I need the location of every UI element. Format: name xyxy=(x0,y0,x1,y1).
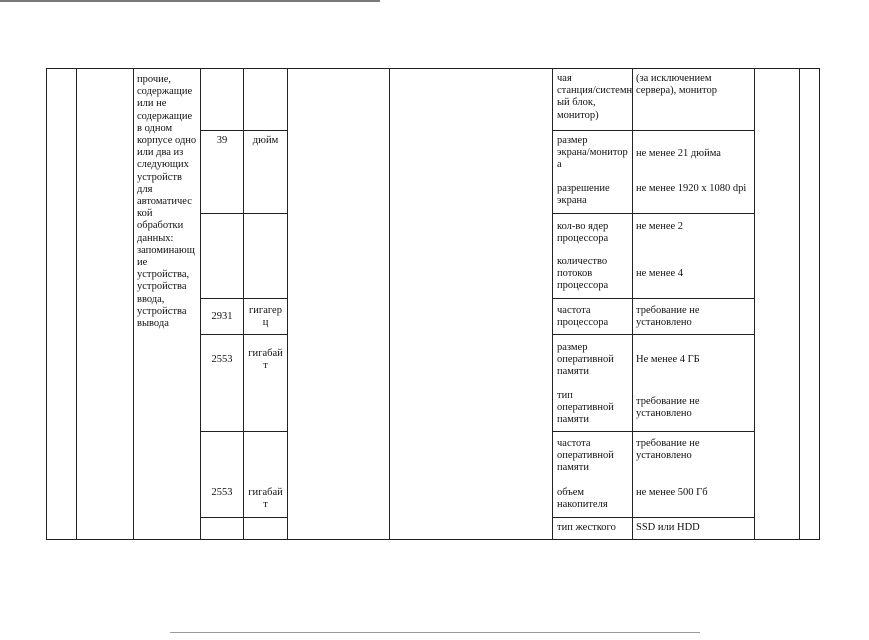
column-divider xyxy=(799,68,800,540)
value-cell: требование не установлено xyxy=(636,396,700,420)
row-divider xyxy=(200,431,287,432)
characteristic-cell: частота оперативной памяти xyxy=(557,438,614,474)
column-divider xyxy=(46,68,47,540)
specification-table xyxy=(46,68,820,540)
value-cell: не менее 500 Гб xyxy=(636,487,708,498)
row-divider xyxy=(552,334,754,335)
scan-artifact-top xyxy=(0,0,380,2)
unit-cell: гигабай т xyxy=(248,348,283,372)
row-divider xyxy=(200,130,287,131)
unit-cell: гигагер ц xyxy=(249,305,282,329)
value-cell: не менее 2 xyxy=(636,221,684,232)
value-cell: (за исключением сервера), монитор xyxy=(636,73,717,97)
unit-cell: дюйм xyxy=(252,135,279,146)
table-top-border xyxy=(46,68,820,69)
code-cell: 2553 xyxy=(211,354,233,365)
characteristic-cell: тип оперативной памяти xyxy=(557,390,614,426)
characteristic-cell: разрешение экрана xyxy=(557,183,610,207)
row-divider xyxy=(200,213,287,214)
value-cell: требование не установлено xyxy=(636,305,700,329)
column-divider xyxy=(819,68,820,540)
scan-artifact-bottom xyxy=(170,632,700,633)
column-divider xyxy=(552,68,553,540)
characteristic-cell: кол-во ядер процессора xyxy=(557,221,609,245)
code-cell: 39 xyxy=(216,135,228,146)
column-divider xyxy=(389,68,390,540)
row-divider xyxy=(200,517,287,518)
characteristic-cell: частота процессора xyxy=(557,305,609,329)
row-divider xyxy=(200,298,287,299)
characteristic-cell: тип жесткого xyxy=(557,522,616,533)
characteristic-cell: количество потоков процессора xyxy=(557,256,609,292)
product-name-cell: прочие, содержащие или не содержащие в одном корпусе одно или два из следующих устройств для автоматичес кой обработки данных: запоминающ ие устройства, устройства ввода, устройства вывода xyxy=(137,74,197,330)
characteristic-cell: объем накопителя xyxy=(557,487,608,511)
code-cell: 2553 xyxy=(211,487,233,498)
row-divider xyxy=(552,130,754,131)
row-divider xyxy=(552,213,754,214)
table-bottom-border xyxy=(46,539,820,540)
code-cell: 2931 xyxy=(211,311,233,322)
row-divider xyxy=(552,517,754,518)
characteristic-cell: размер экрана/монитор а xyxy=(557,135,628,171)
row-divider xyxy=(552,431,754,432)
value-cell: не менее 1920 х 1080 dpi xyxy=(636,183,747,194)
value-cell: SSD или HDD xyxy=(636,522,700,533)
value-cell: не менее 4 xyxy=(636,268,684,279)
value-cell: требование не установлено xyxy=(636,438,700,462)
column-divider xyxy=(133,68,134,540)
column-divider xyxy=(754,68,755,540)
row-divider xyxy=(200,334,287,335)
column-divider xyxy=(76,68,77,540)
value-cell: не менее 21 дюйма xyxy=(636,148,721,159)
value-cell: Не менее 4 ГБ xyxy=(636,354,700,365)
characteristic-cell: размер оперативной памяти xyxy=(557,342,614,378)
row-divider xyxy=(552,298,754,299)
characteristic-cell: чая станция/системн ый блок, монитор) xyxy=(557,73,633,121)
column-divider xyxy=(287,68,288,540)
unit-cell: гигабай т xyxy=(248,487,283,511)
